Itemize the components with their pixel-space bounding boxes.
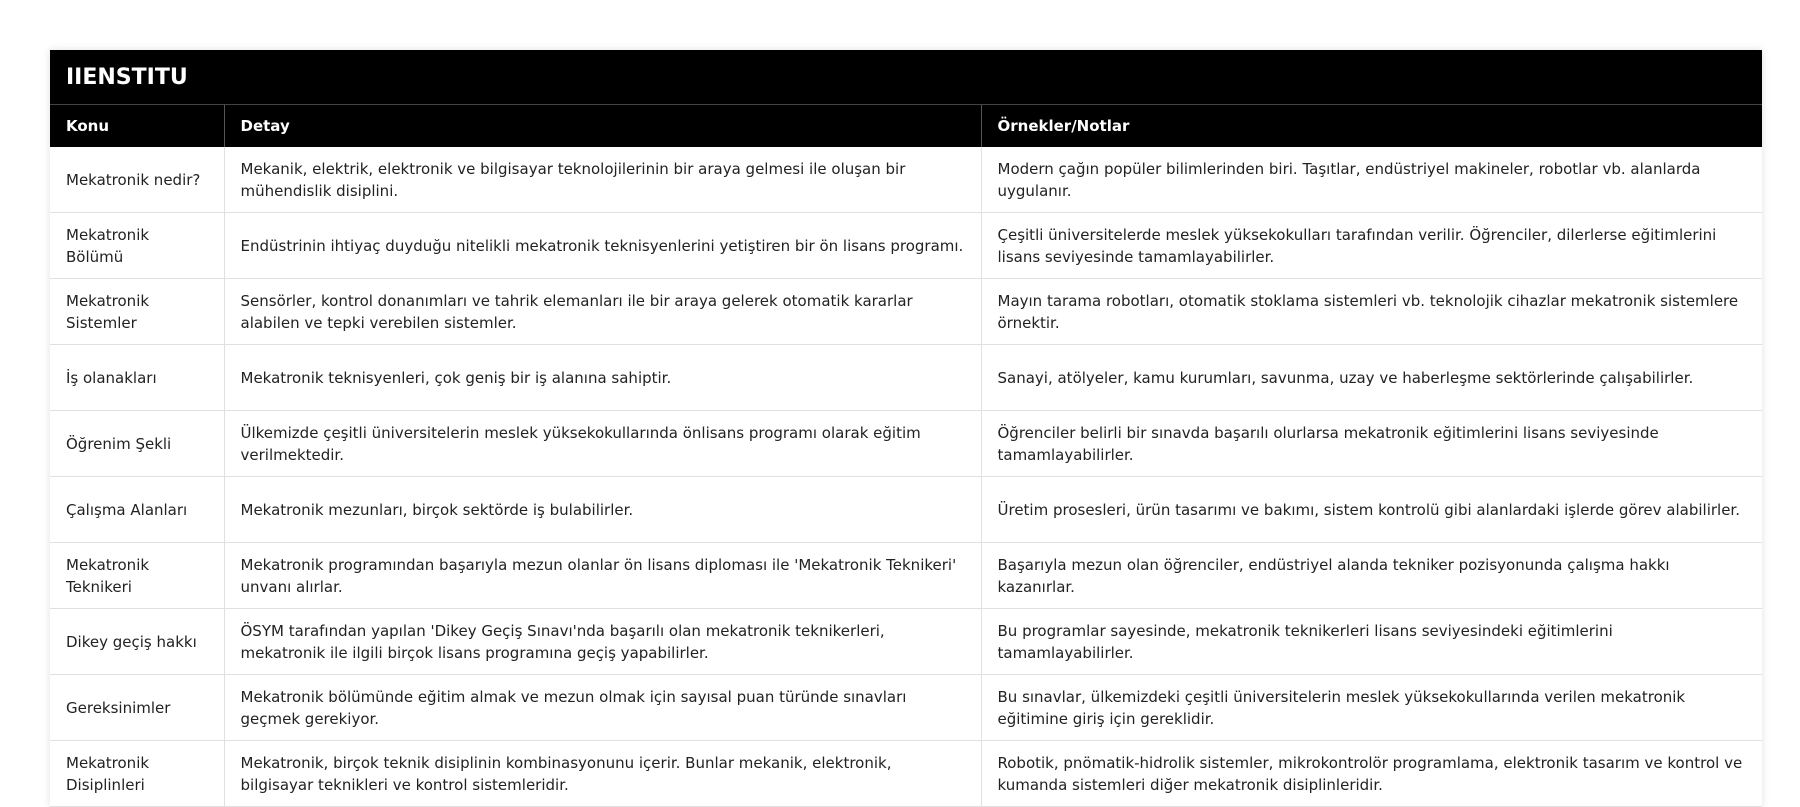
header-row — [50, 105, 1762, 147]
cell-notlar: Bu sınavlar, ülkemizdeki çeşitli üniversitelerin meslek yüksekokullarında verilen mekatronik eğitimine giriş için gereklidir. — [981, 675, 1762, 741]
cell-detay: Mekatronik bölümünde eğitim almak ve mezun olmak için sayısal puan türünde sınavları geçmek gerekiyor. — [224, 675, 981, 741]
table-row — [50, 675, 1762, 741]
table-row — [50, 279, 1762, 345]
cell-detay: Sensörler, kontrol donanımları ve tahrik elemanları ile bir araya gelerek otomatik kararlar alabilen ve tepki verebilen sistemler. — [224, 279, 981, 345]
cell-konu: Mekatronik nedir? — [50, 147, 224, 213]
table-row — [50, 477, 1762, 543]
table-card — [50, 50, 1762, 807]
column-header-detay: Detay — [224, 105, 981, 147]
cell-detay: ÖSYM tarafından yapılan 'Dikey Geçiş Sınavı'nda başarılı olan mekatronik teknikerleri, mekatronik ile ilgili birçok lisans programına geçiş yapabilirler. — [224, 609, 981, 675]
cell-notlar: Modern çağın popüler bilimlerinden biri. Taşıtlar, endüstriyel makineler, robotlar vb. alanlarda uygulanır. — [981, 147, 1762, 213]
cell-konu: Dikey geçiş hakkı — [50, 609, 224, 675]
cell-konu: Mekatronik Teknikeri — [50, 543, 224, 609]
cell-konu: İş olanakları — [50, 345, 224, 411]
cell-notlar: Sanayi, atölyeler, kamu kurumları, savunma, uzay ve haberleşme sektörlerinde çalışabilirler. — [981, 345, 1762, 411]
table-row — [50, 345, 1762, 411]
table-title: IIENSTITU — [50, 50, 1762, 105]
cell-konu: Mekatronik Sistemler — [50, 279, 224, 345]
cell-detay: Mekatronik mezunları, birçok sektörde iş bulabilirler. — [224, 477, 981, 543]
table-row — [50, 411, 1762, 477]
cell-notlar: Mayın tarama robotları, otomatik stoklama sistemleri vb. teknolojik cihazlar mekatronik sistemlere örnektir. — [981, 279, 1762, 345]
cell-detay: Ülkemizde çeşitli üniversitelerin meslek yüksekokullarında önlisans programı olarak eğitim verilmektedir. — [224, 411, 981, 477]
cell-notlar: Bu programlar sayesinde, mekatronik teknikerleri lisans seviyesindeki eğitimlerini tamamlayabilirler. — [981, 609, 1762, 675]
table-row — [50, 543, 1762, 609]
table-row — [50, 741, 1762, 807]
cell-detay: Endüstrinin ihtiyaç duyduğu nitelikli mekatronik teknisyenlerini yetiştiren bir ön lisans programı. — [224, 213, 981, 279]
table-row — [50, 213, 1762, 279]
cell-konu: Öğrenim Şekli — [50, 411, 224, 477]
cell-detay: Mekatronik teknisyenleri, çok geniş bir iş alanına sahiptir. — [224, 345, 981, 411]
cell-notlar: Başarıyla mezun olan öğrenciler, endüstriyel alanda tekniker pozisyonunda çalışma hakkı kazanırlar. — [981, 543, 1762, 609]
table-row — [50, 147, 1762, 213]
cell-notlar: Çeşitli üniversitelerde meslek yüksekokulları tarafından verilir. Öğrenciler, dilerlerse eğitimlerini lisans seviyesinde tamamlayabilirler. — [981, 213, 1762, 279]
cell-notlar: Robotik, pnömatik-hidrolik sistemler, mikrokontrolör programlama, elektronik tasarım ve kontrol ve kumanda sistemleri diğer mekatronik disiplinleridir. — [981, 741, 1762, 807]
column-header-konu: Konu — [50, 105, 224, 147]
info-table — [50, 105, 1762, 807]
cell-konu: Mekatronik Bölümü — [50, 213, 224, 279]
cell-konu: Çalışma Alanları — [50, 477, 224, 543]
cell-detay: Mekatronik, birçok teknik disiplinin kombinasyonunu içerir. Bunlar mekanik, elektronik, bilgisayar teknikleri ve kontrol sistemleridir. — [224, 741, 981, 807]
cell-notlar: Üretim prosesleri, ürün tasarımı ve bakımı, sistem kontrolü gibi alanlardaki işlerde görev alabilirler. — [981, 477, 1762, 543]
cell-konu: Mekatronik Disiplinleri — [50, 741, 224, 807]
cell-detay: Mekatronik programından başarıyla mezun olanlar ön lisans diploması ile 'Mekatronik Teknikeri' unvanı alırlar. — [224, 543, 981, 609]
cell-konu: Gereksinimler — [50, 675, 224, 741]
column-header-ornekler: Örnekler/Notlar — [981, 105, 1762, 147]
cell-detay: Mekanik, elektrik, elektronik ve bilgisayar teknolojilerinin bir araya gelmesi ile oluşan bir mühendislik disiplini. — [224, 147, 981, 213]
table-row — [50, 609, 1762, 675]
cell-notlar: Öğrenciler belirli bir sınavda başarılı olurlarsa mekatronik eğitimlerini lisans seviyesinde tamamlayabilirler. — [981, 411, 1762, 477]
